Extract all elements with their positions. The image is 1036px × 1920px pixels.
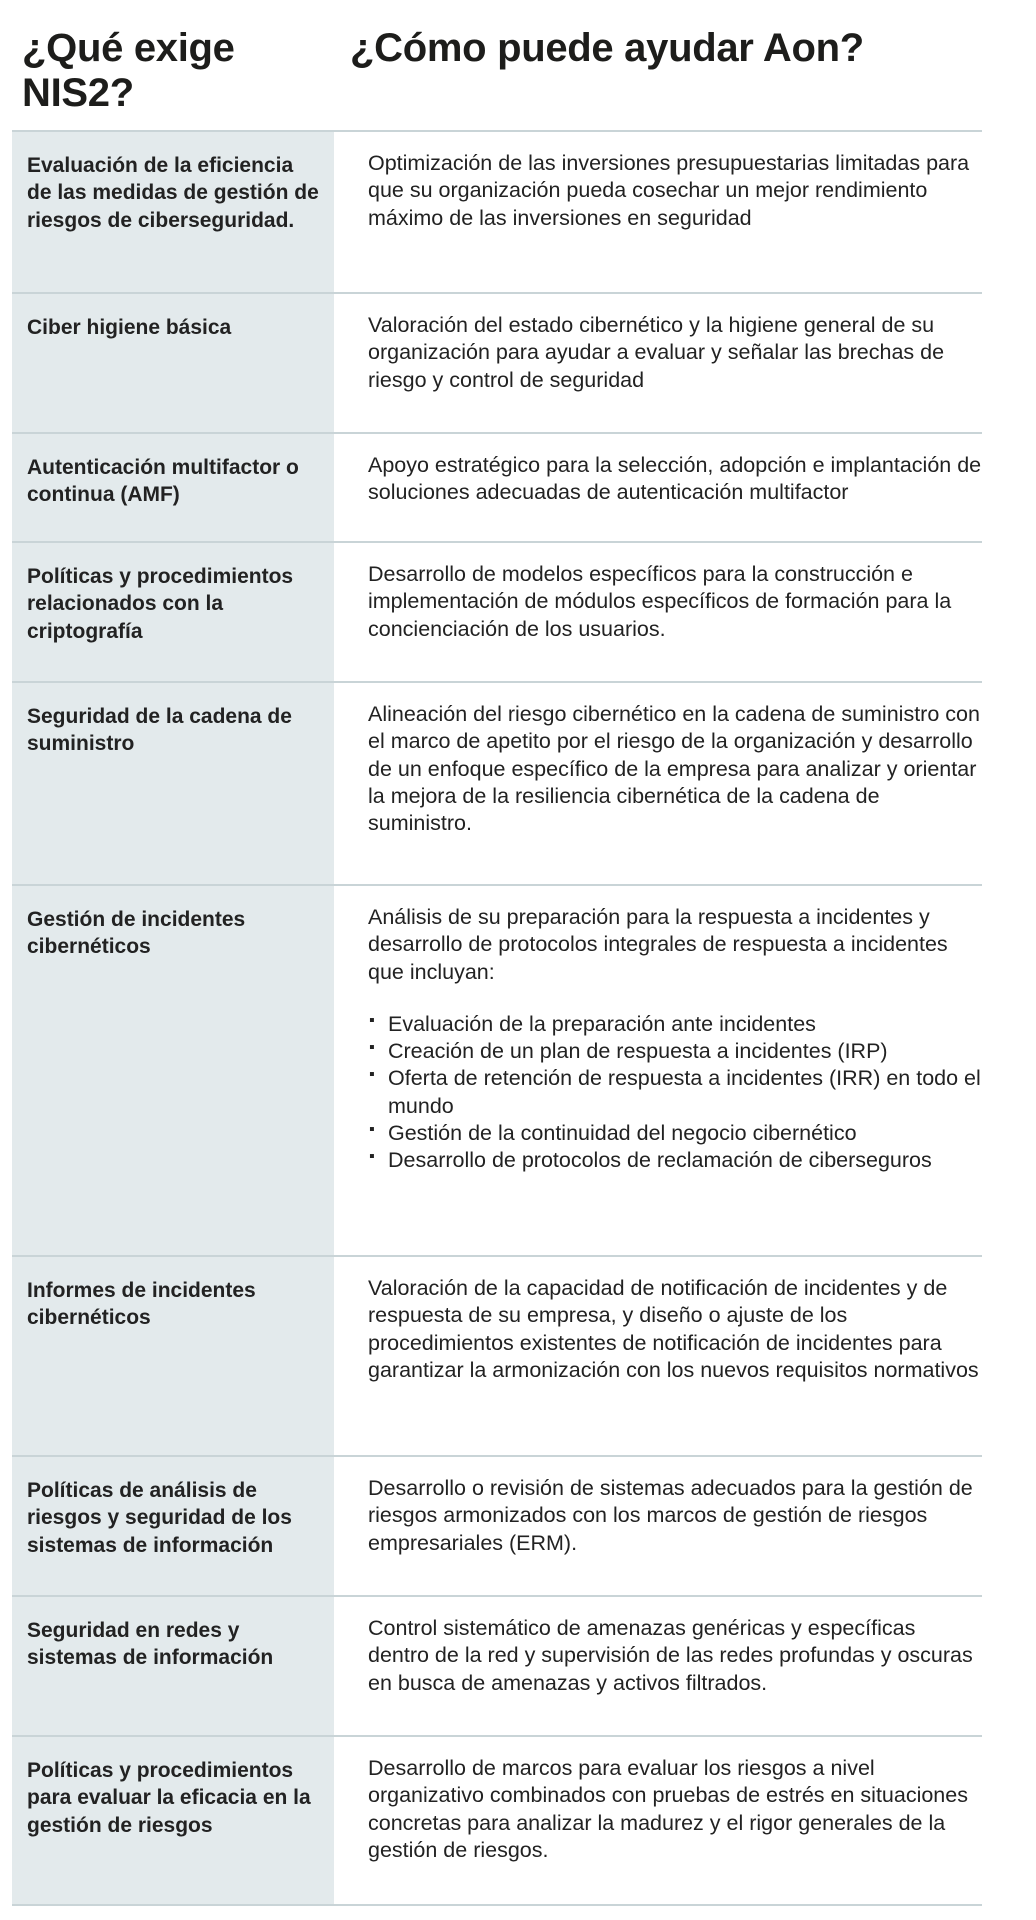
help-cell (334, 886, 982, 1255)
table-row (12, 1255, 982, 1455)
list-item-text: Gestión de la continuidad del negocio cibernético (388, 1121, 857, 1146)
help-cell (334, 294, 982, 432)
requirement-cell: Seguridad en redes y sistemas de información (12, 1597, 334, 1735)
table-row (12, 292, 982, 432)
help-text: Desarrollo de modelos específicos para la construcción e implementación de módulos específicos de formación para la concienciación de los usuarios. (368, 562, 952, 641)
help-text: Control sistemático de amenazas genéricas y específicas dentro de la red y supervisión de las redes profundas y oscuras en busca de amenazas y activos filtrados. (368, 1616, 973, 1695)
list-item (368, 1038, 982, 1065)
list-item (368, 1147, 982, 1174)
requirement-cell: Políticas y procedimientos para evaluar la eficacia en la gestión de riesgos (12, 1737, 334, 1904)
requirement-cell: Evaluación de la eficiencia de las medidas de gestión de riesgos de ciberseguridad. (12, 132, 334, 292)
list-item (368, 1011, 982, 1038)
table-header (0, 22, 1036, 132)
help-text: Optimización de las inversiones presupuestarias limitadas para que su organización pueda cosechar un mejor rendimiento máximo de las inversiones en seguridad (368, 151, 970, 230)
bullet-icon: ▪ (369, 1148, 375, 1166)
bullet-icon: ▪ (369, 1121, 375, 1139)
table-row (12, 1595, 982, 1735)
list-item-text: Desarrollo de protocolos de reclamación de ciberseguros (388, 1148, 932, 1173)
help-text: Desarrollo o revisión de sistemas adecuados para la gestión de riesgos armonizados con los marcos de gestión de riesgos empresariales (ERM). (368, 1476, 973, 1555)
help-cell (334, 1597, 982, 1735)
help-text: Apoyo estratégico para la selección, adopción e implantación de soluciones adecuadas de autenticación multifactor (368, 453, 982, 505)
help-text: Análisis de su preparación para la respuesta a incidentes y desarrollo de protocolos integrales de respuesta a incidentes que incluyan: (368, 905, 948, 984)
requirement-cell: Ciber higiene básica (12, 294, 334, 432)
column-title-requirements: ¿Qué exige NIS2? (22, 26, 235, 115)
table-row (12, 681, 982, 884)
table-row (12, 130, 982, 292)
requirement-cell: Autenticación multifactor o continua (AMF) (12, 434, 334, 541)
table-row (12, 541, 982, 681)
help-text: Desarrollo de marcos para evaluar los riesgos a nivel organizativo combinados con pruebas de estrés en situaciones concretas para analizar la madurez y el rigor generales de la gestión de riesgos. (368, 1756, 968, 1862)
nis2-table (12, 130, 982, 1906)
help-text: Valoración de la capacidad de notificación de incidentes y de respuesta de su empresa, y diseño o ajuste de los procedimientos existentes de notificación de incidentes para garantizar la armonización con los nuevos requisitos normativos (368, 1276, 979, 1382)
requirement-cell: Seguridad de la cadena de suministro (12, 683, 334, 884)
bullet-icon: ▪ (369, 1011, 375, 1029)
requirement-cell: Políticas de análisis de riesgos y seguridad de los sistemas de información (12, 1457, 334, 1595)
table-row (12, 1735, 982, 1906)
table-row (12, 1455, 982, 1595)
requirement-cell: Políticas y procedimientos relacionados con la criptografía (12, 543, 334, 681)
bullet-icon: ▪ (369, 1066, 375, 1084)
list-item-text: Evaluación de la preparación ante incidentes (388, 1011, 816, 1036)
list-item-text: Oferta de retención de respuesta a incidentes (IRR) en todo el mundo (388, 1066, 981, 1118)
list-item (368, 1120, 982, 1147)
column-title-aon-help: ¿Cómo puede ayudar Aon? (350, 26, 864, 70)
requirement-cell: Informes de incidentes cibernéticos (12, 1257, 334, 1455)
help-cell (334, 1457, 982, 1595)
requirement-cell: Gestión de incidentes cibernéticos (12, 886, 334, 1255)
list-item (368, 1065, 982, 1120)
help-cell (334, 434, 982, 541)
help-cell (334, 683, 982, 884)
help-cell (334, 1737, 982, 1904)
bullet-list (368, 1011, 982, 1175)
table-row (12, 884, 982, 1255)
list-item-text: Creación de un plan de respuesta a incidentes (IRP) (388, 1039, 888, 1064)
table-row (12, 432, 982, 541)
help-cell (334, 132, 982, 292)
help-text: Valoración del estado cibernético y la higiene general de su organización para ayudar a evaluar y señalar las brechas de riesgo y control de seguridad (368, 313, 945, 392)
bullet-icon: ▪ (369, 1039, 375, 1057)
help-cell (334, 1257, 982, 1455)
help-text: Alineación del riesgo cibernético en la cadena de suministro con el marco de apetito por el riesgo de la organización y desarrollo de un enfoque específico de la empresa para analizar y orientar la mejora de la resiliencia cibernética de la cadena de suministro. (368, 702, 980, 836)
help-cell (334, 543, 982, 681)
